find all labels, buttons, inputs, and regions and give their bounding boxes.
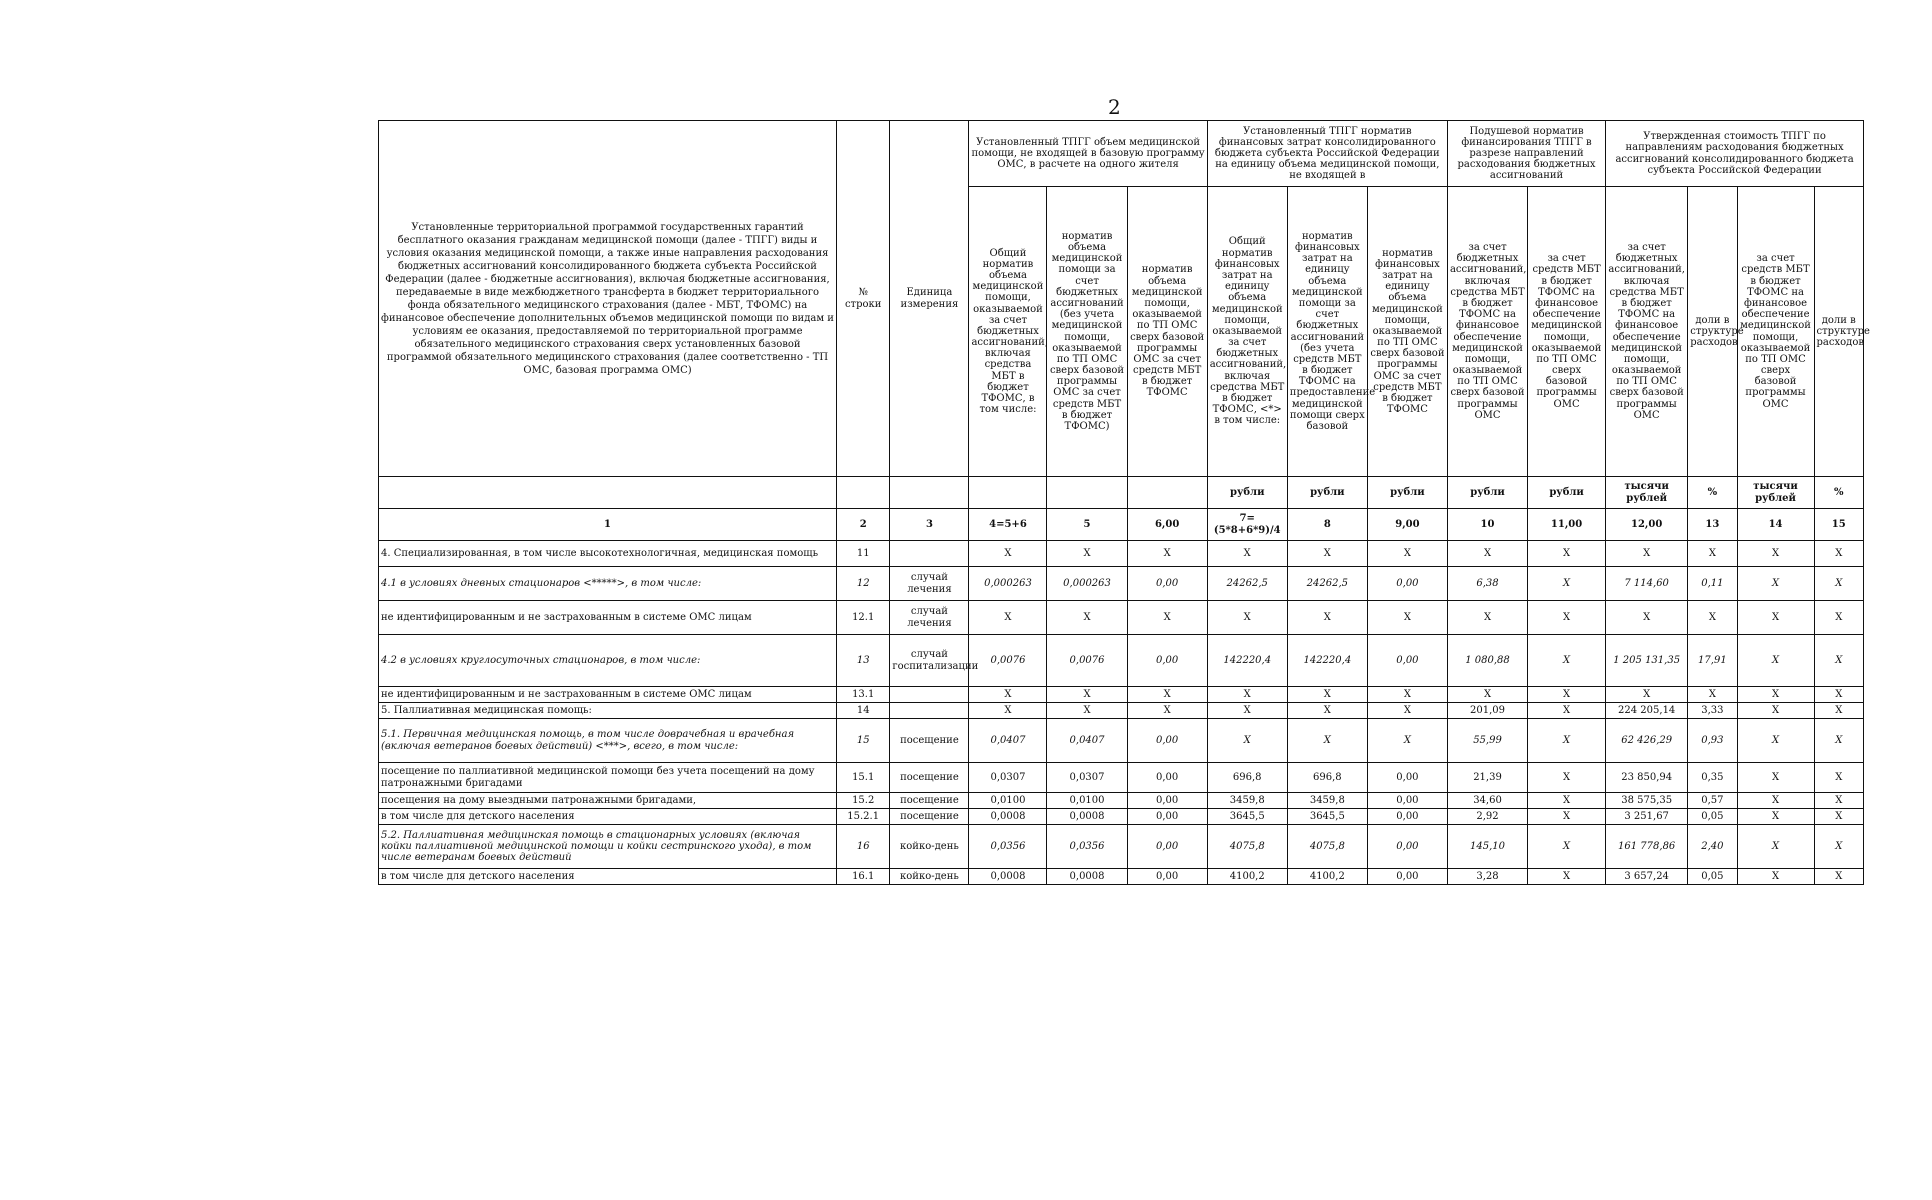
row-value: X bbox=[1814, 793, 1863, 809]
row-value: X bbox=[1737, 703, 1814, 719]
table-row bbox=[379, 809, 1864, 825]
row-unit: посещение bbox=[890, 793, 969, 809]
row-unit: койко-день bbox=[890, 869, 969, 885]
header-group-per-capita: Подушевой норматив финансирования ТПГГ в разрезе направлений расходования бюджетных ассигнований bbox=[1447, 121, 1605, 187]
header-subcol: за счет бюджетных ассигнований, включая средства МБТ в бюджет ТФОМС на финансовое обеспечение медицинской помощи, оказываемой по ТП ОМС сверх базовой программы ОМС bbox=[1606, 187, 1688, 477]
unit-cell: рубли bbox=[1447, 477, 1527, 509]
row-value: 4100,2 bbox=[1287, 869, 1367, 885]
unit-cell: % bbox=[1688, 477, 1737, 509]
row-value: X bbox=[1447, 687, 1527, 703]
row-value: 6,38 bbox=[1447, 567, 1527, 601]
row-value: X bbox=[1367, 601, 1447, 635]
row-value: X bbox=[1737, 869, 1814, 885]
row-value: X bbox=[1127, 703, 1207, 719]
row-value: X bbox=[1606, 601, 1688, 635]
row-value: 0,0076 bbox=[1047, 635, 1127, 687]
row-number: 16.1 bbox=[837, 869, 890, 885]
row-unit bbox=[890, 541, 969, 567]
row-value: X bbox=[1814, 687, 1863, 703]
row-value: X bbox=[1737, 601, 1814, 635]
row-value: 2,40 bbox=[1688, 825, 1737, 869]
row-value: 24262,5 bbox=[1287, 567, 1367, 601]
row-value: 1 205 131,35 bbox=[1606, 635, 1688, 687]
row-value: 0,0356 bbox=[969, 825, 1047, 869]
row-description: не идентифицированным и не застрахованным в системе ОМС лицам bbox=[379, 687, 837, 703]
row-value: 4100,2 bbox=[1207, 869, 1287, 885]
row-value: X bbox=[1127, 687, 1207, 703]
row-value: 24262,5 bbox=[1207, 567, 1287, 601]
row-number: 15.2 bbox=[837, 793, 890, 809]
row-value: X bbox=[1367, 719, 1447, 763]
row-value: 0,0076 bbox=[969, 635, 1047, 687]
row-value: X bbox=[1207, 687, 1287, 703]
row-value: 0,00 bbox=[1127, 793, 1207, 809]
row-value: X bbox=[1814, 869, 1863, 885]
unit-cell bbox=[890, 477, 969, 509]
row-description: не идентифицированным и не застрахованным в системе ОМС лицам bbox=[379, 601, 837, 635]
row-description: 4.1 в условиях дневных стационаров <*****>, в том числе: bbox=[379, 567, 837, 601]
row-value: 0,00 bbox=[1127, 825, 1207, 869]
col-number-cell: 1 bbox=[379, 509, 837, 541]
row-value: 23 850,94 bbox=[1606, 763, 1688, 793]
row-value: X bbox=[1814, 635, 1863, 687]
row-value: 201,09 bbox=[1447, 703, 1527, 719]
col-number-cell: 12,00 bbox=[1606, 509, 1688, 541]
row-value: 0,000263 bbox=[1047, 567, 1127, 601]
row-value: X bbox=[1287, 601, 1367, 635]
row-value: 0,0100 bbox=[969, 793, 1047, 809]
row-value: X bbox=[1047, 703, 1127, 719]
row-value: 3 251,67 bbox=[1606, 809, 1688, 825]
row-value: 0,0008 bbox=[969, 869, 1047, 885]
col-number-cell: 6,00 bbox=[1127, 509, 1207, 541]
row-value: X bbox=[1737, 763, 1814, 793]
header-subcol: за счет средств МБТ в бюджет ТФОМС на финансовое обеспечение медицинской помощи, оказываемой по ТП ОМС сверх базовой программы ОМС bbox=[1528, 187, 1606, 477]
row-value: 3,33 bbox=[1688, 703, 1737, 719]
row-number: 15.1 bbox=[837, 763, 890, 793]
row-value: X bbox=[1528, 703, 1606, 719]
row-value: X bbox=[1737, 687, 1814, 703]
row-value: X bbox=[1047, 541, 1127, 567]
row-value: 4075,8 bbox=[1287, 825, 1367, 869]
row-description: в том числе для детского населения bbox=[379, 869, 837, 885]
table-row bbox=[379, 763, 1864, 793]
row-value: 0,000263 bbox=[969, 567, 1047, 601]
row-value: 0,35 bbox=[1688, 763, 1737, 793]
table-row bbox=[379, 635, 1864, 687]
row-value: X bbox=[1367, 541, 1447, 567]
row-description: в том числе для детского населения bbox=[379, 809, 837, 825]
row-value: X bbox=[1814, 763, 1863, 793]
row-value: 0,0307 bbox=[1047, 763, 1127, 793]
unit-cell: рубли bbox=[1367, 477, 1447, 509]
col-number-cell: 4=5+6 bbox=[969, 509, 1047, 541]
row-unit: случай госпитализации bbox=[890, 635, 969, 687]
row-description: посещение по паллиативной медицинской помощи без учета посещений на дому патронажными бригадами bbox=[379, 763, 837, 793]
header-subcol: норматив финансовых затрат на единицу объема медицинской помощи за счет бюджетных ассигнований (без учета средств МБТ в бюджет ТФОМС на предоставление медицинской помощи сверх базовой bbox=[1287, 187, 1367, 477]
col-number-cell: 5 bbox=[1047, 509, 1127, 541]
unit-cell bbox=[379, 477, 837, 509]
row-description: 5. Паллиативная медицинская помощь: bbox=[379, 703, 837, 719]
row-value: 0,05 bbox=[1688, 809, 1737, 825]
table-row bbox=[379, 541, 1864, 567]
row-value: 55,99 bbox=[1447, 719, 1527, 763]
row-value: X bbox=[1528, 763, 1606, 793]
row-value: 0,0008 bbox=[1047, 869, 1127, 885]
row-value: X bbox=[1528, 825, 1606, 869]
header-subcol: Общий норматив объема медицинской помощи, оказываемой за счет бюджетных ассигнований, включая средства МБТ в бюджет ТФОМС, в том числе: bbox=[969, 187, 1047, 477]
row-value: X bbox=[1528, 809, 1606, 825]
row-value: 0,00 bbox=[1127, 763, 1207, 793]
row-value: 696,8 bbox=[1207, 763, 1287, 793]
row-value: X bbox=[1367, 687, 1447, 703]
unit-cell: % bbox=[1814, 477, 1863, 509]
row-value: 0,00 bbox=[1367, 825, 1447, 869]
row-value: X bbox=[1606, 541, 1688, 567]
row-value: X bbox=[1814, 567, 1863, 601]
row-number: 13.1 bbox=[837, 687, 890, 703]
row-number: 15 bbox=[837, 719, 890, 763]
row-description: 5.2. Паллиативная медицинская помощь в стационарных условиях (включая койки паллиативной медицинской помощи и койки сестринского ухода), в том числе ветеранам боевых действий bbox=[379, 825, 837, 869]
row-value: X bbox=[969, 687, 1047, 703]
row-value: 0,00 bbox=[1127, 869, 1207, 885]
row-unit bbox=[890, 687, 969, 703]
row-value: 0,0008 bbox=[1047, 809, 1127, 825]
row-value: X bbox=[1688, 687, 1737, 703]
unit-cell: рубли bbox=[1207, 477, 1287, 509]
row-value: 0,93 bbox=[1688, 719, 1737, 763]
header-subcol: доли в структуре расходов bbox=[1814, 187, 1863, 477]
row-value: X bbox=[1287, 687, 1367, 703]
table-row bbox=[379, 869, 1864, 885]
row-value: 4075,8 bbox=[1207, 825, 1287, 869]
row-value: 0,00 bbox=[1367, 635, 1447, 687]
row-value: 0,00 bbox=[1127, 567, 1207, 601]
row-value: 17,91 bbox=[1688, 635, 1737, 687]
row-value: 0,00 bbox=[1367, 809, 1447, 825]
row-value: 0,00 bbox=[1367, 869, 1447, 885]
row-value: 1 080,88 bbox=[1447, 635, 1527, 687]
row-value: 0,00 bbox=[1127, 809, 1207, 825]
row-value: X bbox=[1447, 541, 1527, 567]
unit-cell bbox=[837, 477, 890, 509]
row-value: X bbox=[1047, 687, 1127, 703]
header-row-groups bbox=[379, 121, 1864, 187]
row-value: X bbox=[1528, 567, 1606, 601]
row-value: X bbox=[969, 541, 1047, 567]
header-group-volume: Установленный ТПГГ объем медицинской помощи, не входящей в базовую программу ОМС, в расчете на одного жителя bbox=[969, 121, 1207, 187]
row-value: X bbox=[1814, 825, 1863, 869]
table-row bbox=[379, 825, 1864, 869]
col-number-cell: 8 bbox=[1287, 509, 1367, 541]
row-value: X bbox=[969, 601, 1047, 635]
col-number-cell: 15 bbox=[1814, 509, 1863, 541]
header-subcol: доли в структуре расходов bbox=[1688, 187, 1737, 477]
row-number: 12.1 bbox=[837, 601, 890, 635]
tpgg-table bbox=[378, 120, 1870, 885]
row-value: X bbox=[1737, 719, 1814, 763]
row-value: 3459,8 bbox=[1207, 793, 1287, 809]
page-number: 2 bbox=[1108, 95, 1121, 119]
row-description: 5.1. Первичная медицинская помощь, в том числе доврачебная и врачебная (включая ветеранов боевых действий) <***>, всего, в том числе: bbox=[379, 719, 837, 763]
header-subcol: норматив объема медицинской помощи за счет бюджетных ассигнований (без учета медицинской помощи, оказываемой по ТП ОМС сверх базовой программы ОМС за счет средств МБТ в бюджет ТФОМС) bbox=[1047, 187, 1127, 477]
row-value: X bbox=[1127, 601, 1207, 635]
row-value: X bbox=[1207, 703, 1287, 719]
row-value: X bbox=[1737, 567, 1814, 601]
row-value: 142220,4 bbox=[1287, 635, 1367, 687]
table-row bbox=[379, 601, 1864, 635]
unit-cell: рубли bbox=[1528, 477, 1606, 509]
row-value: X bbox=[1814, 809, 1863, 825]
row-value: X bbox=[1528, 601, 1606, 635]
row-value: X bbox=[1528, 541, 1606, 567]
row-value: X bbox=[1814, 601, 1863, 635]
row-unit bbox=[890, 703, 969, 719]
row-value: X bbox=[969, 703, 1047, 719]
row-value: X bbox=[1688, 601, 1737, 635]
row-value: X bbox=[1528, 793, 1606, 809]
header-subcol: норматив объема медицинской помощи, оказываемой по ТП ОМС сверх базовой программы ОМС за счет средств МБТ в бюджет ТФОМС bbox=[1127, 187, 1207, 477]
row-value: 0,11 bbox=[1688, 567, 1737, 601]
row-value: X bbox=[1737, 809, 1814, 825]
header-group-approved-cost: Утвержденная стоимость ТПГГ по направлениям расходования бюджетных ассигнований консолидированного бюджета субъекта Российской Федерации bbox=[1606, 121, 1864, 187]
header-subcol: Общий норматив финансовых затрат на единицу объема медицинской помощи, оказываемой за счет бюджетных ассигнований, включая средства МБТ в бюджет ТФОМС, <*> в том числе: bbox=[1207, 187, 1287, 477]
row-unit: посещение bbox=[890, 719, 969, 763]
table-row bbox=[379, 719, 1864, 763]
row-value: X bbox=[1287, 541, 1367, 567]
unit-cell bbox=[969, 477, 1047, 509]
row-value: 0,05 bbox=[1688, 869, 1737, 885]
row-value: X bbox=[1737, 793, 1814, 809]
header-description: Установленные территориальной программой государственных гарантий бесплатного оказания гражданам медицинской помощи (далее - ТПГГ) виды и условия оказания медицинской помощи, а также иные направления расходования бюджетных ассигнований консолидированного бюджета субъекта Российской Федерации (далее - бюджетные ассигнования), включая бюджетные ассигнования, передаваемые в виде межбюджетного трансферта в бюджет территориального фонда обязательного медицинского страхования (далее - МБТ, ТФОМС) на финансовое обеспечение дополнительных объемов медицинской помощи по видам и условиям ее оказания, предоставляемой по территориальной программе обязательного медицинского страхования сверх установленных базовой программой обязательного медицинского страхования (далее соответственно - ТП ОМС, базовая программа ОМС) bbox=[379, 121, 837, 477]
row-unit: посещение bbox=[890, 763, 969, 793]
row-value: 2,92 bbox=[1447, 809, 1527, 825]
row-number: 16 bbox=[837, 825, 890, 869]
header-row-no: № строки bbox=[837, 121, 890, 477]
row-value: 0,00 bbox=[1367, 763, 1447, 793]
row-value: 0,00 bbox=[1367, 793, 1447, 809]
row-value: 0,0008 bbox=[969, 809, 1047, 825]
row-value: 0,0100 bbox=[1047, 793, 1127, 809]
unit-cell: тысячи рублей bbox=[1606, 477, 1688, 509]
row-value: X bbox=[1528, 687, 1606, 703]
row-value: 0,00 bbox=[1127, 719, 1207, 763]
row-unit: случай лечения bbox=[890, 601, 969, 635]
col-number-cell: 13 bbox=[1688, 509, 1737, 541]
row-value: 3459,8 bbox=[1287, 793, 1367, 809]
row-value: 38 575,35 bbox=[1606, 793, 1688, 809]
row-value: X bbox=[1207, 541, 1287, 567]
row-value: 3 657,24 bbox=[1606, 869, 1688, 885]
table-row bbox=[379, 793, 1864, 809]
row-value: X bbox=[1528, 869, 1606, 885]
row-value: 0,0407 bbox=[1047, 719, 1127, 763]
row-value: 3645,5 bbox=[1287, 809, 1367, 825]
col-number-cell: 9,00 bbox=[1367, 509, 1447, 541]
row-value: X bbox=[1737, 635, 1814, 687]
row-value: X bbox=[1207, 601, 1287, 635]
header-subcol: норматив финансовых затрат на единицу объема медицинской помощи, оказываемой по ТП ОМС сверх базовой программы ОМС за счет средств МБТ в бюджет ТФОМС bbox=[1367, 187, 1447, 477]
row-value: X bbox=[1606, 687, 1688, 703]
unit-cell: рубли bbox=[1287, 477, 1367, 509]
row-value: X bbox=[1287, 719, 1367, 763]
col-number-cell: 11,00 bbox=[1528, 509, 1606, 541]
row-value: 224 205,14 bbox=[1606, 703, 1688, 719]
col-number-cell: 3 bbox=[890, 509, 969, 541]
unit-cell: тысячи рублей bbox=[1737, 477, 1814, 509]
row-value: 142220,4 bbox=[1207, 635, 1287, 687]
row-value: X bbox=[1528, 635, 1606, 687]
header-row-units bbox=[379, 477, 1864, 509]
row-value: X bbox=[1688, 541, 1737, 567]
row-value: 62 426,29 bbox=[1606, 719, 1688, 763]
row-value: 0,57 bbox=[1688, 793, 1737, 809]
row-value: X bbox=[1737, 541, 1814, 567]
row-value: 0,0307 bbox=[969, 763, 1047, 793]
row-value: X bbox=[1528, 719, 1606, 763]
row-value: X bbox=[1047, 601, 1127, 635]
row-description: 4. Специализированная, в том числе высокотехнологичная, медицинская помощь bbox=[379, 541, 837, 567]
table-row bbox=[379, 567, 1864, 601]
col-number-cell: 14 bbox=[1737, 509, 1814, 541]
col-number-cell: 2 bbox=[837, 509, 890, 541]
header-group-cost-norm: Установленный ТПГГ норматив финансовых затрат консолидированного бюджета субъекта Российской Федерации на единицу объема медицинской помощи, не входящей в bbox=[1207, 121, 1447, 187]
row-number: 13 bbox=[837, 635, 890, 687]
row-value: X bbox=[1127, 541, 1207, 567]
row-value: X bbox=[1814, 703, 1863, 719]
unit-cell bbox=[1047, 477, 1127, 509]
col-number-cell: 7=(5*8+6*9)/4 bbox=[1207, 509, 1287, 541]
unit-cell bbox=[1127, 477, 1207, 509]
row-unit: случай лечения bbox=[890, 567, 969, 601]
row-value: 0,00 bbox=[1127, 635, 1207, 687]
row-value: 3,28 bbox=[1447, 869, 1527, 885]
row-value: 3645,5 bbox=[1207, 809, 1287, 825]
row-value: 161 778,86 bbox=[1606, 825, 1688, 869]
row-value: X bbox=[1737, 825, 1814, 869]
row-number: 12 bbox=[837, 567, 890, 601]
row-value: X bbox=[1207, 719, 1287, 763]
row-value: 7 114,60 bbox=[1606, 567, 1688, 601]
row-value: 0,0407 bbox=[969, 719, 1047, 763]
row-unit: посещение bbox=[890, 809, 969, 825]
row-value: X bbox=[1287, 703, 1367, 719]
row-value: X bbox=[1814, 719, 1863, 763]
row-number: 14 bbox=[837, 703, 890, 719]
header-row-numbers bbox=[379, 509, 1864, 541]
row-unit: койко-день bbox=[890, 825, 969, 869]
row-value: X bbox=[1447, 601, 1527, 635]
row-description: посещения на дому выездными патронажными бригадами, bbox=[379, 793, 837, 809]
row-value: X bbox=[1367, 703, 1447, 719]
row-description: 4.2 в условиях круглосуточных стационаров, в том числе: bbox=[379, 635, 837, 687]
header-unit: Единица измерения bbox=[890, 121, 969, 477]
row-value: 0,00 bbox=[1367, 567, 1447, 601]
row-value: X bbox=[1814, 541, 1863, 567]
row-value: 34,60 bbox=[1447, 793, 1527, 809]
row-value: 21,39 bbox=[1447, 763, 1527, 793]
table-row bbox=[379, 703, 1864, 719]
header-subcol: за счет средств МБТ в бюджет ТФОМС на финансовое обеспечение медицинской помощи, оказываемой по ТП ОМС сверх базовой программы ОМС bbox=[1737, 187, 1814, 477]
row-value: 0,0356 bbox=[1047, 825, 1127, 869]
row-value: 145,10 bbox=[1447, 825, 1527, 869]
header-subcol: за счет бюджетных ассигнований, включая средства МБТ в бюджет ТФОМС на финансовое обеспечение медицинской помощи, оказываемой по ТП ОМС сверх базовой программы ОМС bbox=[1447, 187, 1527, 477]
col-number-cell: 10 bbox=[1447, 509, 1527, 541]
row-number: 15.2.1 bbox=[837, 809, 890, 825]
row-value: 696,8 bbox=[1287, 763, 1367, 793]
table-row bbox=[379, 687, 1864, 703]
row-number: 11 bbox=[837, 541, 890, 567]
